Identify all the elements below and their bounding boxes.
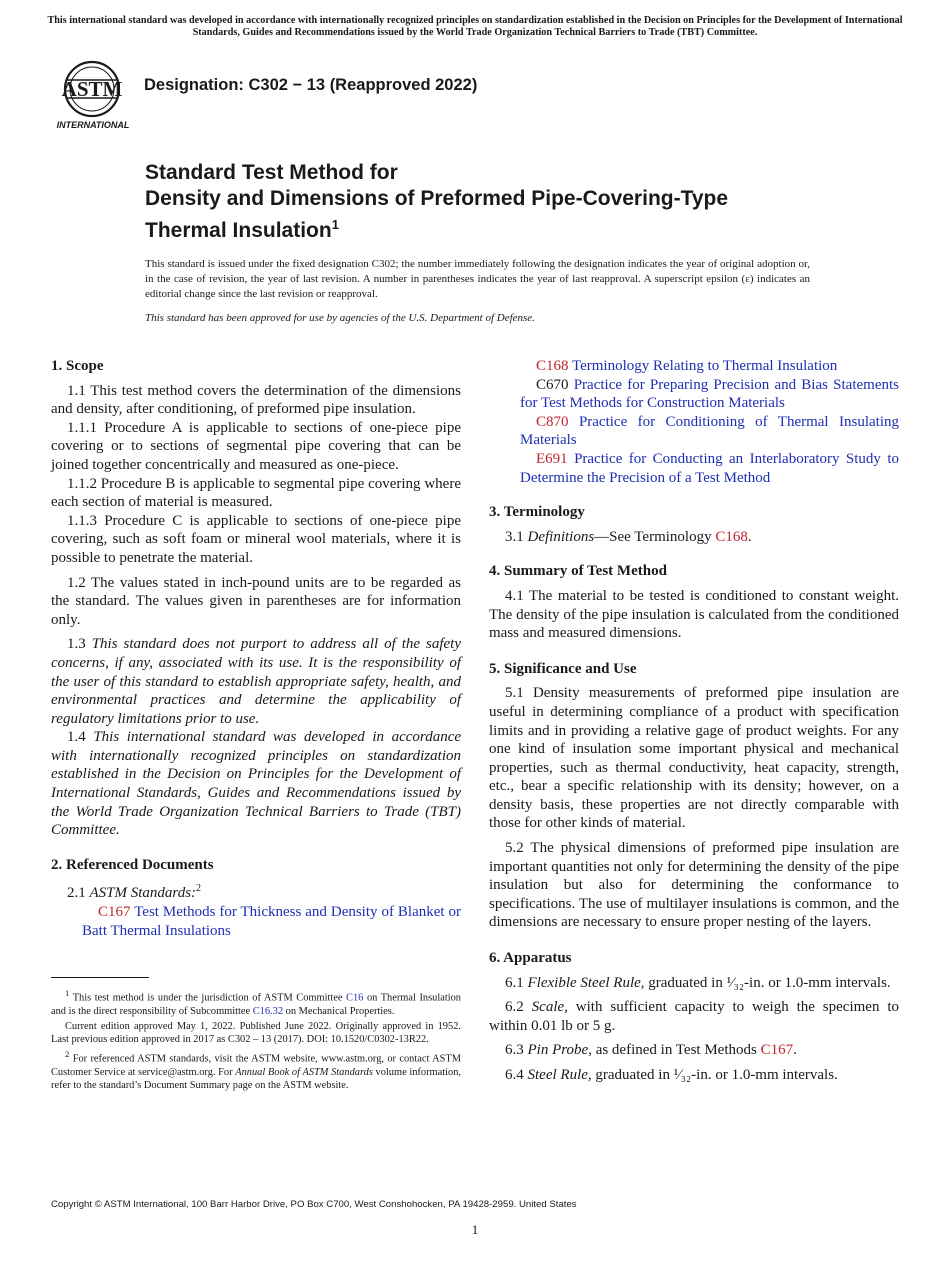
dod-notice: This standard has been approved for use by agencies of the U.S. Department of Defense. (145, 312, 535, 324)
para-1-1: 1.1 This test method covers the determination of the dimensions and density, after conditioning, of preformed pipe insulation. (51, 382, 461, 418)
para-1-1-1: 1.1.1 Procedure A is applicable to sections of one-piece pipe covering or to sections of segmental pipe covering that can be joined together concentrically and measured as one-piece. (51, 419, 461, 473)
copyright: Copyright © ASTM International, 100 Barr Harbor Drive, PO Box C700, West Conshohocken, PA 19428-2959. United States (51, 1199, 577, 1210)
document-title (145, 160, 865, 244)
para-1-4: 1.4 This international standard was developed in accordance with internationally recognized principles on standardization established in the Decision on Principles for the Development of International Standards, Guides and Recommendations issued by the World Trade Organization Technical Barriers to Trade (TBT) Committee. (51, 729, 462, 839)
page-number: 1 (471, 1222, 479, 1237)
reference-c167[interactable] (51, 903, 461, 940)
footnote-2: $^2$ For referenced ASTM standards, visit the ASTM website, www.astm.org, or contact ASTM Customer Service at service@astm.org. For Annual Book of ASTM Standards volume information, refer to the standard’s Document Summary page on the ASTM website. (51, 1049, 461, 1092)
title-footnote-mark: 1 (331, 217, 339, 232)
logo-text-top: ASTM (61, 77, 123, 101)
link-c167[interactable]: C167 (760, 1042, 794, 1059)
para-2-1: 2.1 ASTM Standards:$^2$ (67, 883, 202, 902)
left-column (51, 357, 461, 940)
para-3-1: 3.1 Definitions—See Terminology C168. (505, 528, 752, 545)
footnote-1: $^1$ This test method is under the jurisdiction of ASTM Committee C16 on Thermal Insulation and is the direct responsibility of Subcommittee C16.32 on Mechanical Properties. (51, 988, 461, 1017)
para-5-1: 5.1 Density measurements of preformed pipe insulation are useful in determining compliance of a product with specification limits and in providing a relative gage of product weights. For any one kind of insulation some important physical and mechanical properties, such as thermal conductivity, heat capacity, strength, etc., bear a specific relationship with its density; however, on a density basis, these properties are not directly comparable with those for other kinds of material. (489, 685, 899, 832)
para-1-1-3: 1.1.3 Procedure C is applicable to sections of one-piece pipe covering, such as soft foam or mineral wool materials, where it is possible to penetrate the material. (51, 512, 461, 566)
para-1-1-2: 1.1.2 Procedure B is applicable to segmental pipe covering where each section of material is measured. (51, 475, 461, 511)
reference-c870[interactable]: C870 Practice for Conditioning of Thermal Insulating Materials (520, 413, 900, 449)
para-6-4: 6.4 Steel Rule, graduated in ¹⁄₃₂-in. or 1.0-mm intervals. (505, 1067, 838, 1083)
issuance-note: This standard is issued under the fixed designation C302; the number immediately following the designation indicates the year of original adoption or, in the case of revision, the year of last revision. A number in parentheses indicates the year of last reapproval. A superscript epsilon (ε) indicates an editorial change since the last revision or reapproval. (145, 258, 810, 300)
reference-c168[interactable]: C168 Terminology Relating to Thermal Insulation (536, 358, 838, 374)
link-c16[interactable]: C16 (346, 992, 364, 1004)
title-line-1: Standard Test Method for (145, 161, 398, 184)
heading-referenced-documents: 2. Referenced Documents (51, 856, 214, 873)
para-1-2: 1.2 The values stated in inch-pound units are to be regarded as the standard. The values given in parentheses are for information only. (51, 574, 461, 628)
heading-apparatus: 6. Apparatus (489, 950, 572, 967)
para-6-1: 6.1 Flexible Steel Rule, graduated in ¹⁄₃₂-in. or 1.0-mm intervals. (505, 974, 891, 991)
para-5-2: 5.2 The physical dimensions of preformed pipe insulation are important quantities not only for determining the density of the pipe insulation but also for determining the conformance to specifications. The use of multilayer insulations is common, and the dimensions are necessary to ensure proper nesting of the layers. (489, 840, 899, 931)
right-column (489, 357, 899, 1085)
heading-terminology: 3. Terminology (489, 504, 585, 521)
link-c16-32[interactable]: C16.32 (252, 1005, 284, 1017)
title-line-3: Thermal Insulation$^1$ (145, 217, 339, 242)
reference-title: Test Methods for Thickness and Density of Blanket or Batt Thermal Insulations (82, 904, 461, 939)
footnote-edition: Current edition approved May 1, 2022. Published June 2022. Originally approved in 1952. Last previous edition approved in 2017 as C302 – 13 (2017). DOI: 10.1520/C0302-13R22. (51, 1020, 461, 1046)
reference-code: C167 (98, 904, 131, 921)
heading-summary: 4. Summary of Test Method (489, 563, 667, 580)
para-6-3: 6.3 Pin Probe, as defined in Test Methods C167. (505, 1042, 797, 1059)
logo-text-bottom: INTERNATIONAL (56, 120, 130, 130)
footnote-rule (51, 977, 149, 978)
para-1-3: 1.3 This standard does not purport to address all of the safety concerns, if any, associated with its use. It is the responsibility of the user of this standard to establish appropriate safety, health, and environmental practices and determine the applicability of regulatory limitations prior to use. (51, 636, 462, 727)
heading-significance: 5. Significance and Use (489, 660, 637, 677)
link-c168[interactable]: C168 (715, 528, 748, 545)
para-4-1: 4.1 The material to be tested is conditioned to constant weight. The density of the pipe insulation is calculated from the conditioned mass and measured dimensions. (489, 587, 899, 642)
standard-banner: This international standard was developed in accordance with internationally recognized principles on standardization established in the Decision on Principles for the Development of International Standards, Guides and Recommendations issued by the World Trade Organization Technical Barriers to Trade (TBT) Committee. (47, 15, 903, 38)
reference-e691[interactable]: E691 Practice for Conducting an Interlaboratory Study to Determine the Precision of a Test Method (520, 450, 899, 486)
heading-scope: 1. Scope (51, 358, 104, 374)
para-6-2: 6.2 Scale, with sufficient capacity to weigh the specimen to within 0.01 lb or 5 g. (489, 999, 900, 1034)
reference-c670[interactable]: C670 Practice for Preparing Precision and Bias Statements for Test Methods for Construction Materials (520, 376, 899, 412)
designation: Designation: C302 − 13 (Reapproved 2022) (144, 76, 478, 94)
astm-logo (52, 56, 134, 134)
footnotes (51, 987, 461, 1094)
title-line-2: Density and Dimensions of Preformed Pipe-Covering-Type (145, 187, 729, 210)
